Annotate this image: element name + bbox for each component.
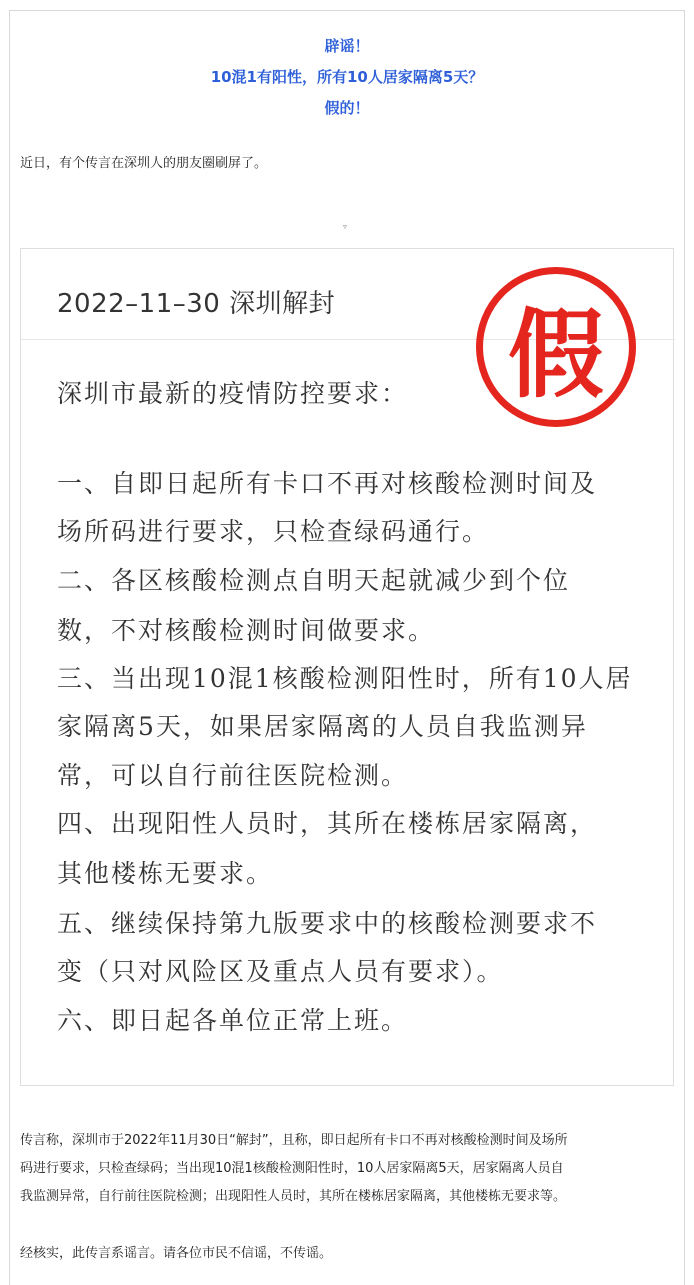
- rumor-line: 六、即日起各单位正常上班。: [57, 1006, 409, 1035]
- rumor-line: 三、当出现10混1核酸检测阳性时，所有10人居: [57, 664, 633, 693]
- rumor-image-title: 2022–11–30 深圳解封: [57, 289, 336, 319]
- rumor-line: 二、各区核酸检测点自明天起就减少到个位: [57, 566, 571, 595]
- conclusion-paragraph: 经核实，此传言系谣言。请各位市民不信谣，不传谣。: [20, 1246, 333, 1261]
- headline-line-1: 辟谣！: [324, 37, 370, 55]
- image-expand-icon[interactable]: ▿: [343, 222, 348, 231]
- rumor-line: 深圳市最新的疫情防控要求：: [57, 379, 409, 408]
- rumor-line: 四、出现阳性人员时，其所在楼栋居家隔离，: [57, 809, 598, 838]
- intro-paragraph: 近日，有个传言在深圳人的朋友圈刷屏了。: [20, 156, 268, 171]
- rumor-line: 场所码进行要求，只检查绿码通行。: [57, 517, 490, 546]
- rumor-line: 家隔离5天，如果居家隔离的人员自我监测异: [57, 712, 588, 741]
- fake-stamp: 假: [476, 267, 636, 427]
- rumor-line: 一、自即日起所有卡口不再对核酸检测时间及: [57, 469, 598, 498]
- rumor-line: 数，不对核酸检测时间做要求。: [57, 616, 436, 645]
- headline-line-2: 10混1有阳性，所有10人居家隔离5天？: [210, 68, 484, 86]
- headline-line-3: 假的！: [324, 99, 370, 117]
- rumor-line: 常，可以自行前往医院检测。: [57, 761, 409, 790]
- rumor-image[interactable]: [20, 248, 674, 1086]
- rumor-line: 五、继续保持第九版要求中的核酸检测要求不: [57, 909, 598, 938]
- body-line: 我监测异常，自行前往医院检测；出现阳性人员时，其所在楼栋居家隔离，其他楼栋无要求等。: [20, 1189, 567, 1204]
- body-line: 码进行要求，只检查绿码；当出现10混1核酸检测阳性时，10人居家隔离5天，居家隔离人员自: [20, 1161, 564, 1176]
- rumor-line: 其他楼栋无要求。: [57, 859, 274, 888]
- body-line: 传言称，深圳市于2022年11月30日“解封”，且称，即日起所有卡口不再对核酸检测时间及场所: [20, 1133, 568, 1148]
- rumor-line: 变（只对风险区及重点人员有要求）。: [57, 957, 504, 986]
